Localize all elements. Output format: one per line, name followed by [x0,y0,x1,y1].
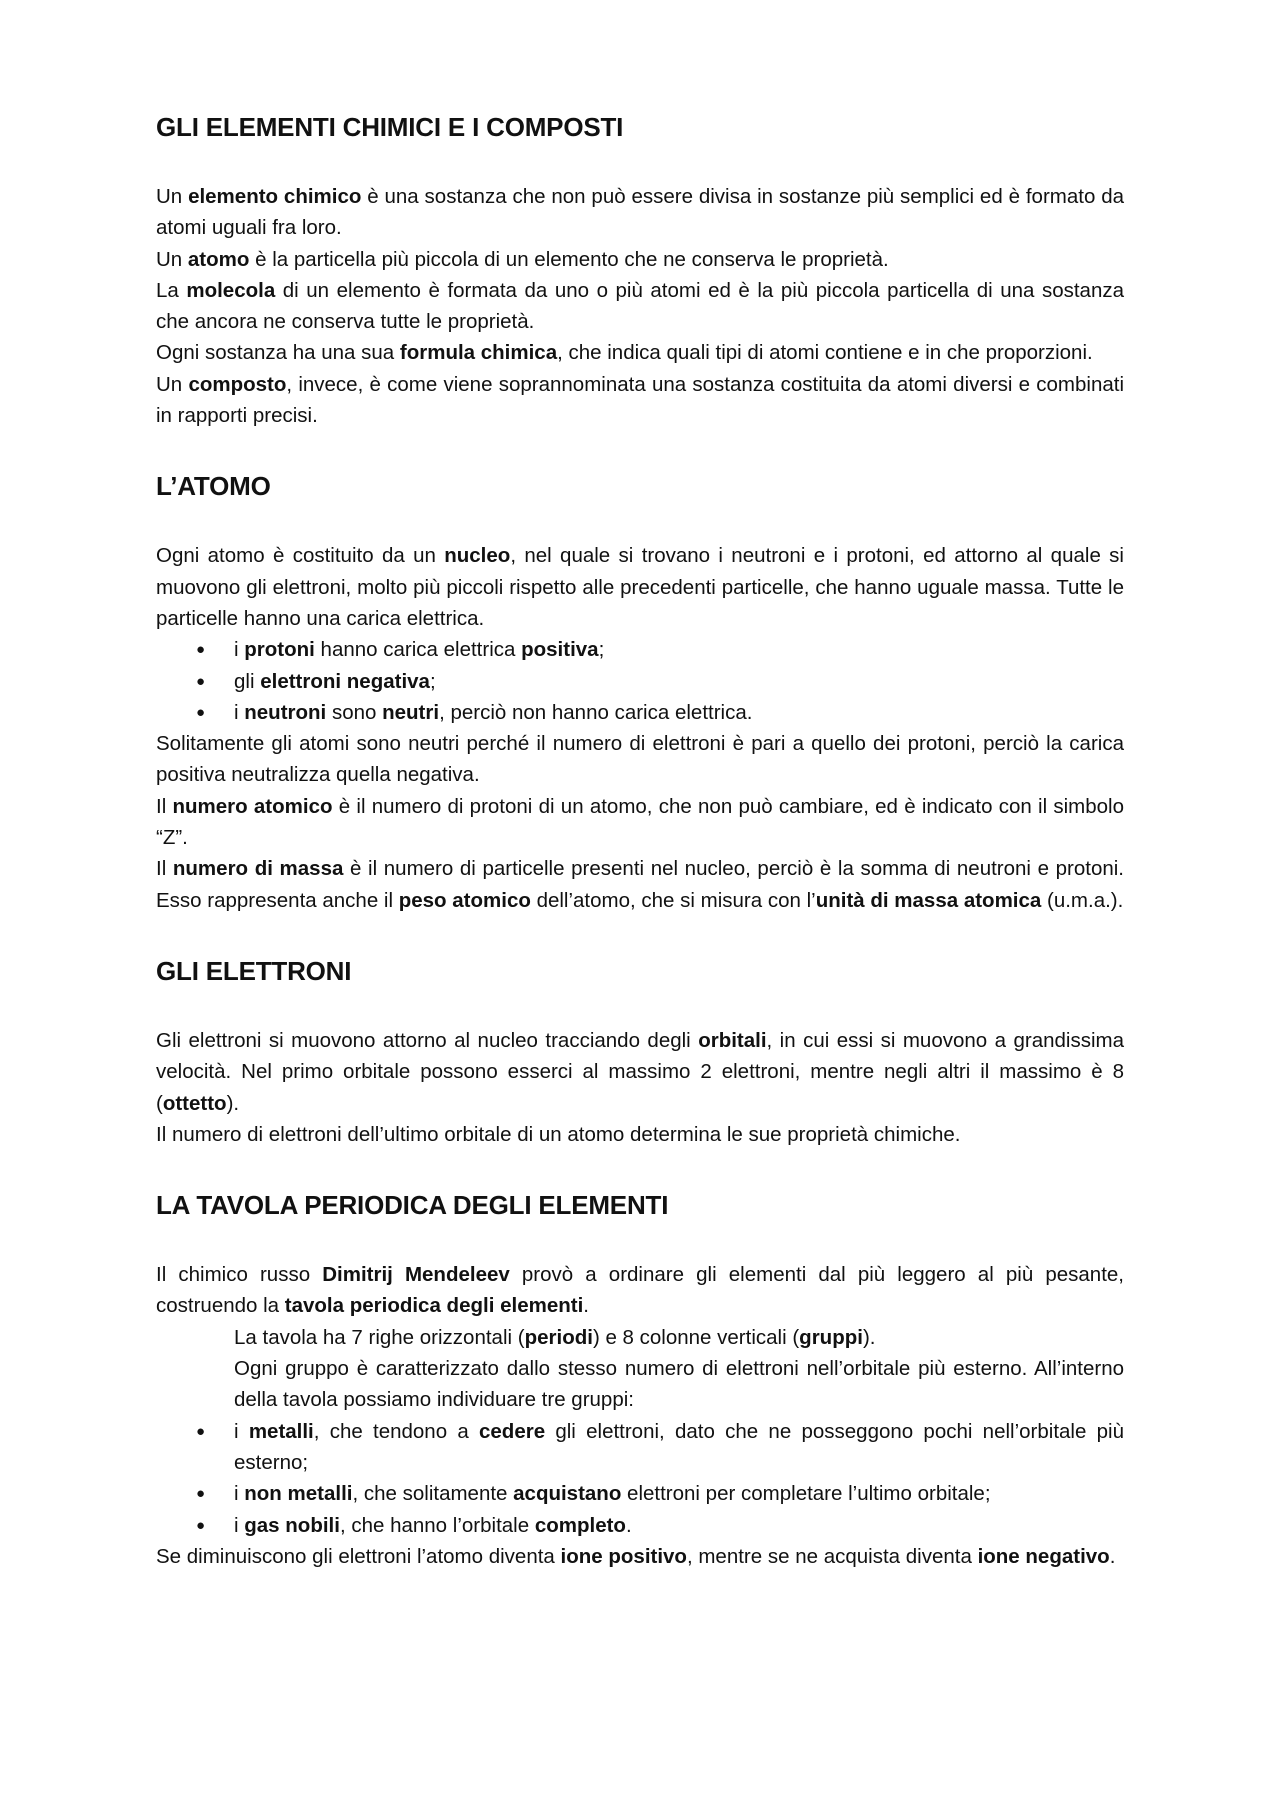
bullet-icon: ● [196,672,206,690]
list-item: ● i metalli, che tendono a cedere gli elettroni, dato che ne posseggono pochi nell’orbitale più esterno; [156,1416,1124,1479]
paragraph: Solitamente gli atomi sono neutri perché il numero di elettroni è pari a quello dei protoni, perciò la carica positiva neutralizza quella negativa. [156,732,1124,787]
paragraph: Il numero di elettroni dell’ultimo orbitale di un atomo determina le sue proprietà chimiche. [156,1122,961,1146]
section-elettroni [156,954,1124,1150]
paragraph: Il numero di massa è il numero di particelle presenti nel nucleo, perciò è la somma di neutroni e protoni. Esso rappresenta anche il peso atomico dell’atomo, che si misura con l’unità di massa atomica (u.m.a.). [156,857,1125,912]
body-atomo [156,540,1124,916]
heading-tavola-periodica: LA TAVOLA PERIODICA DEGLI ELEMENTI [156,1190,669,1221]
section-elementi-composti [156,110,1124,431]
paragraph: Ogni atomo è costituito da un nucleo, nel quale si trovano i neutroni e i protoni, ed attorno al quale si muovono gli elettroni, molto più piccoli rispetto alle precedenti particelle, che hanno uguale massa. Tutte le particelle hanno una carica elettrica. [156,544,1124,630]
section-tavola-periodica [156,1188,1124,1572]
indented-paragraph: La tavola ha 7 righe orizzontali (periodi) e 8 colonne verticali (gruppi). [234,1325,876,1349]
bullet-icon: ● [196,1485,206,1503]
groups-list [156,1416,1124,1541]
paragraph: Gli elettroni si muovono attorno al nucleo tracciando degli orbitali, in cui essi si muovono a grandissima velocità. Nel primo orbitale possono esserci al massimo 2 elettroni, mentre negli altri il massimo è 8 (ottetto). [156,1028,1124,1115]
paragraph: Un composto, invece, è come viene soprannominata una sostanza costituita da atomi diversi e combinati in rapporti precisi. [156,372,1124,428]
section-atomo [156,469,1124,916]
list-item: ● i non metalli, che solitamente acquistano elettroni per completare l’ultimo orbitale; [156,1478,1124,1509]
particles-list [156,634,1124,728]
bullet-icon: ● [196,641,206,659]
paragraph: Se diminuiscono gli elettroni l’atomo diventa ione positivo, mentre se ne acquista diventa ione negativo. [156,1544,1116,1568]
heading-elettroni: GLI ELETTRONI [156,955,352,986]
bullet-icon: ● [196,1422,206,1440]
paragraph: Il chimico russo Dimitrij Mendeleev provò a ordinare gli elementi dal più leggero al più pesante, costruendo la tavola periodica degli elementi. [156,1263,1124,1318]
paragraph: Il numero atomico è il numero di protoni di un atomo, che non può cambiare, ed è indicato con il simbolo “Z”. [156,794,1125,850]
list-item: ● i protoni hanno carica elettrica positiva; [156,634,1124,665]
body-tavola-periodica [156,1259,1124,1572]
paragraph: Un elemento chimico è una sostanza che non può essere divisa in sostanze più semplici ed è formato da atomi uguali fra loro. [156,185,1124,240]
list-item: ● i neutroni sono neutri, perciò non hanno carica elettrica. [156,697,1124,728]
bullet-icon: ● [196,1516,206,1534]
heading-elementi-composti: GLI ELEMENTI CHIMICI E I COMPOSTI [156,112,624,142]
bullet-icon: ● [196,703,206,721]
body-elementi-composti [156,181,1124,431]
list-item: ● gli elettroni negativa; [156,666,1124,697]
list-item: ● i gas nobili, che hanno l’orbitale completo. [156,1510,1124,1541]
body-elettroni [156,1025,1124,1150]
paragraph: Un atomo è la particella più piccola di un elemento che ne conserva le proprietà. [156,247,889,271]
indented-paragraph: Ogni gruppo è caratterizzato dallo stesso numero di elettroni nell’orbitale più esterno. All’interno della tavola possiamo individuare tre gruppi: [234,1357,1124,1412]
paragraph: La molecola di un elemento è formata da uno o più atomi ed è la più piccola particella di una sostanza che ancora ne conserva tutte le proprietà. [156,278,1124,334]
paragraph: Ogni sostanza ha una sua formula chimica, che indica quali tipi di atomi contiene e in che proporzioni. [156,341,1093,365]
heading-atomo: L’ATOMO [156,471,271,502]
